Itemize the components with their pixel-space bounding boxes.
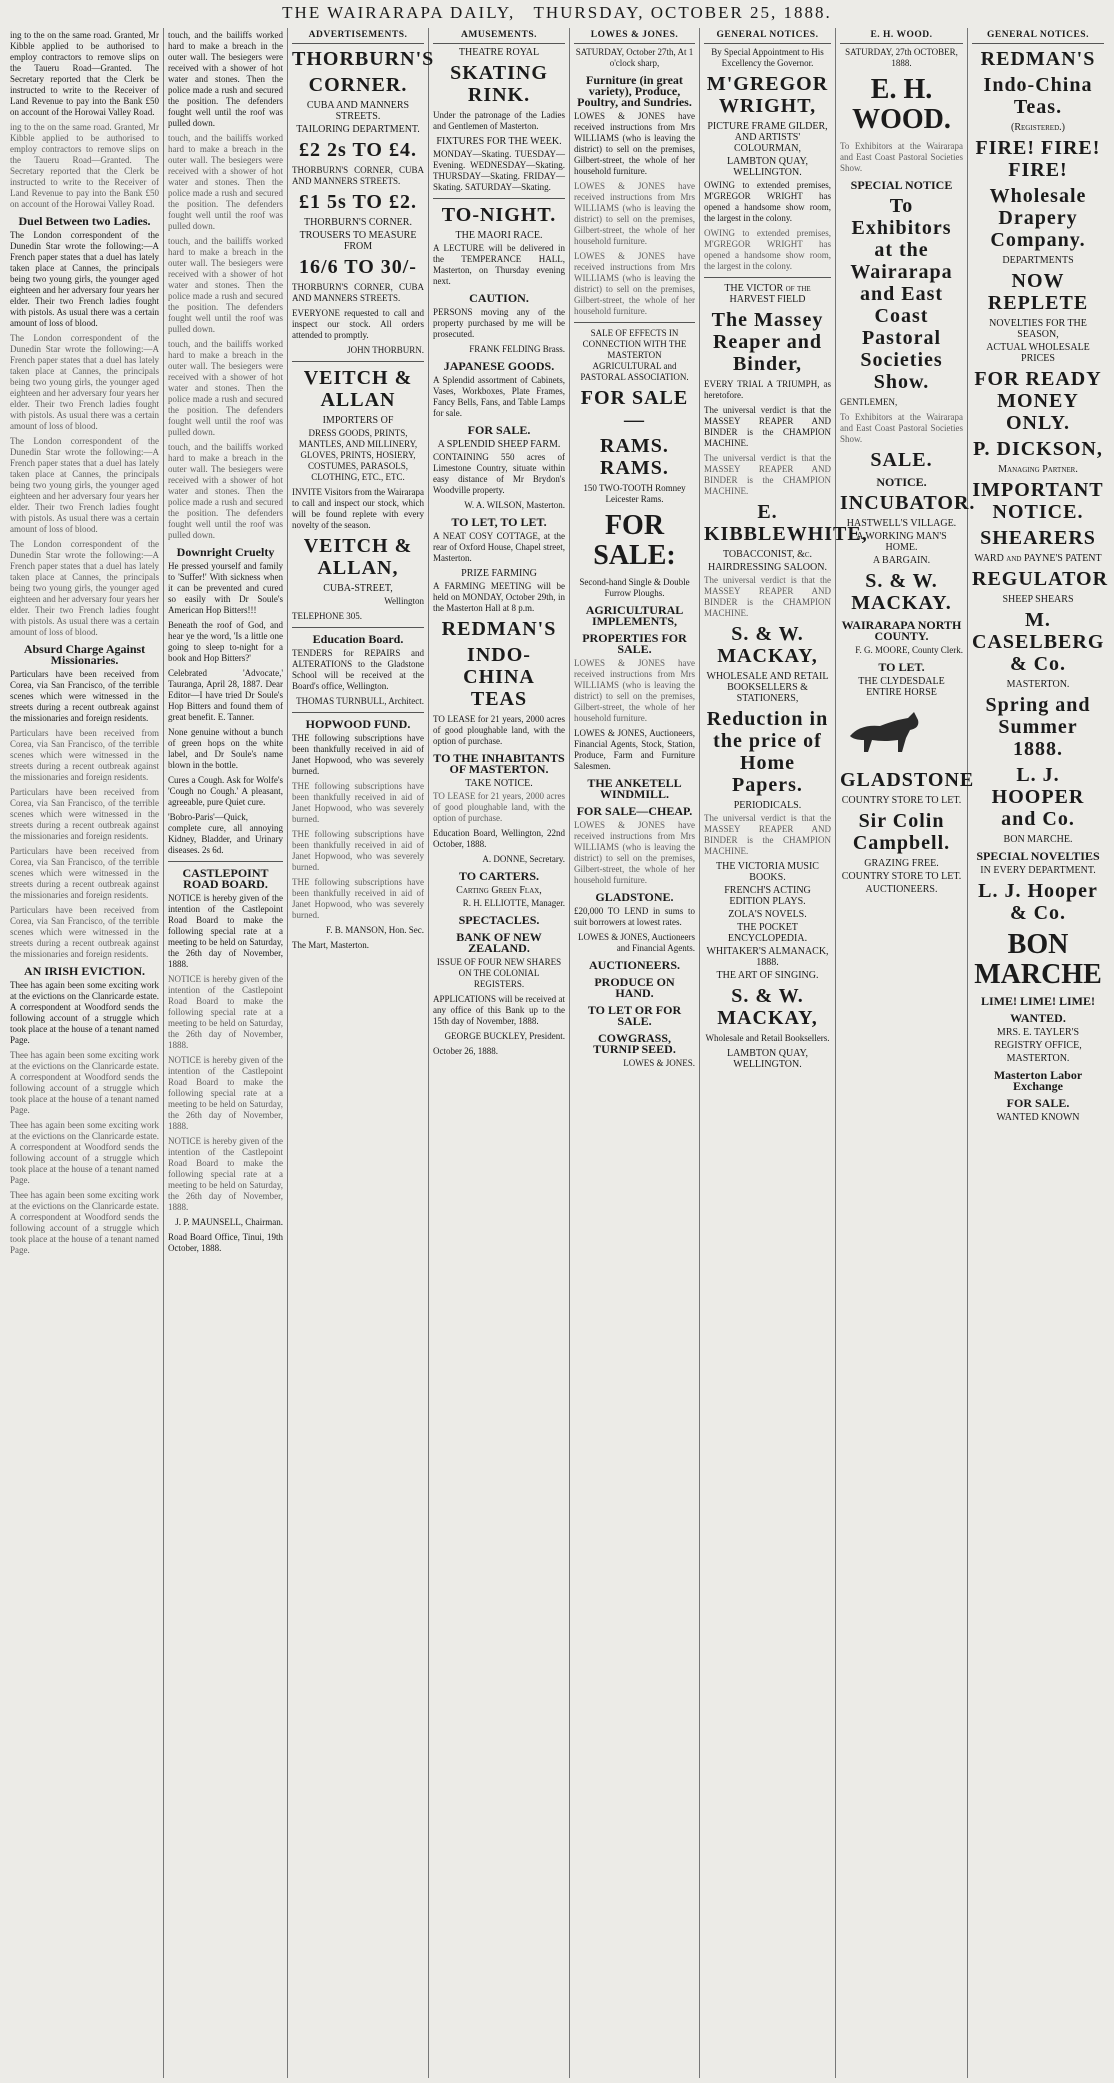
ad-subtitle: Carting Green Flax, (456, 885, 542, 896)
ad-text: THE following subscriptions have been thankfully received in aid of Janet Hopwood, who was severely burned. (292, 733, 424, 776)
ad-subtitle: MASTERTON. (1006, 679, 1070, 690)
ad-title: SALE. (870, 449, 933, 471)
ad-text: LOWES & JONES have received instructions from Mrs WILLIAMS (who is leaving the district) to sell on the premises, Gilbert-street, the whole of her household furniture. (574, 111, 695, 176)
ad-heading: Masterton Labor Exchange (993, 1068, 1083, 1093)
ad-subtitle: CUBA-STREET, (323, 583, 393, 594)
ad-subtitle: LAMBTON QUAY, WELLINGTON. (727, 156, 808, 178)
ad-date: Road Board Office, Tinui, 19th October, 1888. (168, 1232, 283, 1253)
ad-subtitle: A SPLENDID SHEEP FARM. (437, 439, 561, 450)
story-heading: Absurd Charge Against Missionaries. (23, 642, 146, 667)
ad-title: The Massey Reaper and Binder, (711, 309, 824, 375)
ad-title: FOR SALE: (593, 510, 676, 571)
ad-subtitle: ZOLA'S NOVELS. (728, 909, 807, 920)
ad-subtitle: WHITAKER'S ALMANACK, 1888. (706, 946, 829, 968)
ad-text: 150 TWO-TOOTH Romney Leicester Rams. (583, 483, 686, 504)
ad-text: Second-hand Single & Double Furrow Ploughs. (579, 577, 690, 598)
ad-subtitle: ACTUAL WHOLESALE PRICES (986, 342, 1090, 364)
ad-date: October 26, 1888. (433, 1046, 498, 1056)
column-heading: E. H. WOOD. (840, 30, 963, 44)
ad-subtitle: COUNTRY STORE TO LET. (841, 871, 962, 882)
story-text: 'Bobro-Paris'—Quick, complete cure, all annoying Kidney, Bladder, and Urinary diseases. 2s 6d. (168, 812, 283, 855)
story-heading: Downright Cruelty (176, 545, 275, 559)
ad-heading: HOPWOOD FUND. (305, 717, 411, 731)
ad-text: The universal verdict is that the MASSEY REAPER AND BINDER is the CHAMPION MACHINE. (704, 405, 831, 448)
story-text-filler: Thee has again been some exciting work at the evictions on the Clanricarde estate. A correspondent at Woodford sends the following account of a struggle which took place at the house of a tenant named Page. (10, 1120, 159, 1185)
ad-heading: LIME! LIME! LIME! (981, 994, 1095, 1008)
ad-subtitle: LAMBTON QUAY, WELLINGTON. (727, 1048, 808, 1070)
ad-title: SHEARERS (980, 527, 1096, 549)
ad-text-filler: THE following subscriptions have been thankfully received in aid of Janet Hopwood, who was severely burned. (292, 877, 424, 920)
ad-subtitle: HASTWELL'S VILLAGE. (846, 518, 957, 529)
divider (704, 277, 831, 278)
ad-text: DRESS GOODS, PRINTS, MANTLES, AND MILLINERY, GLOVES, PRINTS, HOSIERY, COSTUMES, PARASOLS, CLOTHING, ETC., ETC. (298, 428, 418, 482)
masthead-date: THURSDAY, OCTOBER 25, 1888. (533, 3, 832, 22)
story-text-filler: The London correspondent of the Dunedin Star wrote the following:—A French paper states that a duel has lately taken place at Cannes, the principals being two young girls, the younger aged eighteen and her adversary four years her elder. Their two French ladies fought with pistols. As usual there was a certain amount of loss of blood. (10, 333, 159, 431)
ad-text: THORBURN'S CORNER, CUBA AND MANNERS STREETS. (292, 282, 424, 303)
ad-signature: THOMAS TURNBULL, Architect. (296, 696, 424, 706)
ad-text: SATURDAY, 27th OCTOBER, 1888. (845, 47, 958, 68)
ad-subtitle: THE POCKET ENCYCLOPEDIA. (727, 922, 808, 944)
ad-signature: FRANK FELDING Brass. (469, 344, 565, 354)
story-text-filler: The London correspondent of the Dunedin Star wrote the following:—A French paper states that a duel has lately taken place at Cannes, the principals being two young girls, the younger aged eighteen and her adversary four years her elder. Their two French ladies fought with pistols. As usual there was a certain amount of loss of blood. (10, 436, 159, 534)
ad-text: A LECTURE will be delivered in the TEMPERANCE HALL, Masterton, on Thursday evening next. (433, 243, 565, 286)
ad-subtitle: WHOLESALE AND RETAIL BOOKSELLERS & STATIONERS, (706, 671, 829, 704)
horse-illustration (840, 706, 930, 756)
ad-text-filler: LOWES & JONES have received instructions from Mrs WILLIAMS (who is leaving the district) to sell on the premises, Gilbert-street, the whole of her household furniture. (574, 658, 695, 723)
ad-heading: PRODUCE ON HAND. (594, 975, 675, 1000)
column-e-h-wood (836, 28, 976, 2078)
ad-text: SATURDAY, October 27th, At 1 o'clock sharp, (575, 47, 694, 68)
story-text: Beneath the roof of God, and hear ye the word, 'Is a little one going to sleep to-night for a book and Hop Bitters?' (168, 620, 283, 663)
ad-subtitle: FRENCH'S ACTING EDITION PLAYS. (724, 885, 811, 907)
ad-subtitle: THE CLYDESDALE ENTIRE HORSE (858, 676, 945, 698)
story-text: ing to the on the same road. Granted, Mr Kibble applied to be authorised to employ contractors to remove slips on the Taueru Road—Granted. The Secretary reported that the Clerk be instructed to write to the Receiver of Land Revenue to pay into the Bank £50 on account of the Horowai Valley Road. (10, 30, 159, 117)
divider (292, 627, 424, 628)
column-news-1 (6, 28, 164, 2078)
ad-title: BON MARCHE (974, 929, 1102, 990)
ad-subtitle: IN EVERY DEPARTMENT. (980, 865, 1096, 876)
ad-title: THORBURN'S (292, 48, 435, 70)
story-text: Cures a Cough. Ask for Wolfe's 'Cough no Cough.' A pleasant, agreeable, pure Quiet cure. (168, 775, 283, 807)
ad-text: ISSUE OF FOUR NEW SHARES ON THE COLONIAL REGISTERS. (436, 957, 562, 989)
ad-subtitle: DEPARTMENTS (1002, 255, 1074, 266)
ad-text: Wholesale and Retail Booksellers. (705, 1033, 830, 1043)
story-text: touch, and the bailiffs worked hard to make a breach in the outer wall. The besiegers were received with a shower of hot water and stones. Then the police made a rush and secured the position. The defenders fought well until the roof was pulled down. (168, 30, 283, 128)
ad-heading: TO THE INHABITANTS OF MASTERTON. (433, 751, 565, 776)
divider (574, 322, 695, 323)
ad-subtitle: TAKE NOTICE. (465, 778, 533, 789)
ad-title: Reduction in the price of Home Papers. (706, 708, 829, 796)
ad-text: By Special Appointment to His Excellency the Governor. (711, 47, 824, 68)
ad-subtitle: PICTURE FRAME GILDER, AND ARTISTS' COLOURMAN, (707, 121, 828, 154)
column-heading: ADVERTISEMENTS. (292, 30, 424, 44)
story-text-filler: touch, and the bailiffs worked hard to make a breach in the outer wall. The besiegers were received with a shower of hot water and stones. Then the police made a rush and secured the position. The defenders fought well until the roof was pulled down. (168, 442, 283, 540)
ad-price: £1 5s TO £2. (299, 191, 417, 213)
ad-title: E. H. WOOD. (852, 74, 951, 135)
ad-text-filler: THE following subscriptions have been thankfully received in aid of Janet Hopwood, who was severely burned. (292, 781, 424, 824)
ad-title: Sir Colin Campbell. (852, 810, 951, 854)
ad-signature: F. B. MANSON, Hon. Sec. (325, 925, 424, 935)
ad-text-filler: NOTICE is hereby given of the intention of the Castlepoint Road Board to make the following special rate at a meeting to be held on Saturday, the 26th day of November, 1888. (168, 1136, 283, 1212)
ad-title: FIRE! FIRE! FIRE! (975, 137, 1101, 181)
ad-subtitle: FIXTURES FOR THE WEEK. (436, 136, 562, 147)
divider (292, 712, 424, 713)
ad-text: TELEPHONE 305. (292, 611, 362, 621)
ad-subtitle: REGISTRY OFFICE, (994, 1040, 1082, 1051)
ad-text-filler: The universal verdict is that the MASSEY REAPER AND BINDER is the CHAMPION MACHINE. (704, 813, 831, 856)
ad-text: TO LEASE for 21 years, 2000 acres of good ploughable land, with the option of purchase. (433, 714, 565, 746)
ad-heading: GLADSTONE. (595, 890, 674, 904)
ad-heading: WAIRARAPA NORTH COUNTY. (841, 618, 962, 643)
story-text: None genuine without a bunch of green hops on the white label, and Dr Soule's name blown in the bottle. (168, 727, 283, 770)
ad-signature: W. A. WILSON, Masterton. (464, 500, 565, 510)
ad-text: The Mart, Masterton. (292, 940, 369, 950)
ad-price: 16/6 TO 30/- (299, 256, 417, 278)
ad-subtitle: GRAZING FREE. (864, 858, 939, 869)
ad-title: IMPORTANT NOTICE. (972, 479, 1104, 523)
ad-subtitle: THORBURN'S CORNER. (304, 217, 412, 228)
ad-heading: WANTED. (1010, 1011, 1066, 1025)
ad-heading: CAUTION. (469, 291, 529, 305)
masthead-title: THE WAIRARAPA DAILY, (282, 3, 516, 22)
column-heading: LOWES & JONES. (574, 30, 695, 44)
column-general-notices-1 (700, 28, 868, 2078)
ad-text: TENDERS for REPAIRS and ALTERATIONS to the Gladstone School will be received at the Board's office, Wellington. (292, 648, 424, 691)
ad-text: A Splendid assortment of Cabinets, Vases, Workboxes, Plate Frames, Fancy Bells, Fans, and Table Lamps for sale. (433, 375, 565, 418)
ad-price: £2 2s TO £4. (299, 139, 417, 161)
ad-text: LOWES & JONES, Auctioneers, Financial Agents, Stock, Station, Produce, Farm and Furniture Salesmen. (574, 728, 695, 771)
ad-text: SALE OF EFFECTS IN CONNECTION WITH THE MASTERTON AGRICULTURAL and PASTORAL ASSOCIATION. (580, 328, 689, 382)
ad-text-filler: The universal verdict is that the MASSEY REAPER AND BINDER is the CHAMPION MACHINE. (704, 453, 831, 496)
ad-text: Education Board, Wellington, 22nd October, 1888. (433, 828, 565, 849)
ad-heading: TO LET OR FOR SALE. (587, 1003, 682, 1028)
ad-text-filler: The universal verdict is that the MASSEY REAPER AND BINDER is the CHAMPION MACHINE. (704, 575, 831, 618)
ad-text-filler: NOTICE is hereby given of the intention of the Castlepoint Road Board to make the following special rate at a meeting to be held on Saturday, the 26th day of November, 1888. (168, 1055, 283, 1131)
ad-heading: FOR SALE. (467, 423, 531, 437)
ad-title: S. & W. MACKAY. (851, 570, 952, 614)
ad-text: INVITE Visitors from the Wairarapa to call and inspect our stock, which will be found replete with every novelty of the season. (292, 487, 424, 530)
ad-heading: PROPERTIES FOR SALE. (582, 631, 687, 656)
ad-text: PERSONS moving any of the property purchased by me will be prosecuted. (433, 307, 565, 339)
story-text-filler: ing to the on the same road. Granted, Mr Kibble applied to be authorised to employ contractors to remove slips on the Taueru Road—Granted. The Secretary reported that the Clerk be instructed to write to the Receiver of Land Revenue to pay into the Bank £50 on account of the Horowai Valley Road. (10, 122, 159, 209)
ad-signature: F. G. MOORE, County Clerk. (855, 645, 963, 655)
ad-title: CORNER. (308, 74, 408, 96)
ad-subtitle: WANTED KNOWN (996, 1112, 1080, 1123)
ad-text-filler: NOTICE is hereby given of the intention of the Castlepoint Road Board to make the following special rate at a meeting to be held on Saturday, the 26th day of November, 1888. (168, 974, 283, 1050)
ad-title: To Exhibitors at the Wairarapa and East Coast Pastoral Societies Show. (850, 195, 953, 393)
ad-subtitle: Managing Partner. (998, 464, 1078, 475)
ad-title: Spring and Summer 1888. (985, 694, 1091, 760)
ad-text: EVERYONE requested to call and inspect our stock. All orders attended to promptly. (292, 308, 424, 340)
story-text-filler: touch, and the bailiffs worked hard to make a breach in the outer wall. The besiegers were received with a shower of hot water and stones. Then the police made a rush and secured the position. The defenders fought well until the roof was pulled down. (168, 236, 283, 334)
ad-heading: Furniture (in great variety), Produce, Poultry, and Sundries. (577, 73, 692, 109)
story-text-filler: touch, and the bailiffs worked hard to make a breach in the outer wall. The besiegers were received with a shower of hot water and stones. Then the police made a rush and secured the position. The defenders fought well until the roof was pulled down. (168, 339, 283, 437)
ad-title: S. & W. MACKAY, (717, 985, 818, 1029)
ad-title: INDO-CHINA TEAS (463, 644, 535, 710)
story-text-filler: Thee has again been some exciting work at the evictions on the Clanricarde estate. A correspondent at Woodford sends the following account of a struggle which took place at the house of a tenant named Page. (10, 1050, 159, 1115)
ad-text: A FARMING MEETING will be held on MONDAY, October 29th, in the Masterton Hall at 8 p.m. (433, 581, 565, 613)
ad-subtitle: HAIRDRESSING SALOON. (708, 562, 827, 573)
column-amusements (429, 28, 570, 2078)
story-text: He pressed yourself and family to 'Suffer!' With sickness when it can be prevented and cured so easily with Dr Soule's American Hop Bitters!!! (168, 561, 283, 615)
ad-subtitle: TAILORING DEPARTMENT. (296, 124, 420, 135)
ad-text: GENTLEMEN, (840, 397, 898, 407)
ad-subtitle: PRIZE FARMING (461, 568, 537, 579)
ad-text: NOTICE is hereby given of the intention of the Castlepoint Road Board to make the following special rate at a meeting to be held on Saturday, the 26th day of November, 1888. (168, 893, 283, 969)
ad-text: THORBURN'S CORNER, CUBA AND MANNERS STREETS. (292, 165, 424, 186)
ad-title: M'GREGOR WRIGHT, (706, 73, 829, 117)
ad-heading: TO LET, TO LET. (451, 515, 547, 529)
ad-title: Indo-China Teas. (983, 74, 1093, 118)
ad-heading: TO LET. (878, 660, 925, 674)
ad-text: MONDAY—Skating. TUESDAY—Evening. WEDNESDAY—Skating. THURSDAY—Skating. FRIDAY—Skating. SATURDAY—Skating. (433, 149, 565, 192)
story-text: Thee has again been some exciting work at the evictions on the Clanricarde estate. A correspondent at Woodford sends the following account of a struggle which took place at the house of a tenant named Page. (10, 980, 159, 1045)
story-text-filler: touch, and the bailiffs worked hard to make a breach in the outer wall. The besiegers were received with a shower of hot water and stones. Then the police made a rush and secured the position. The defenders fought well until the roof was pulled down. (168, 133, 283, 231)
ad-subtitle: PERIODICALS. (733, 800, 802, 811)
ad-heading: TO CARTERS. (458, 869, 540, 883)
ad-text: A NEAT COSY COTTAGE, at the rear of Oxford House, Chapel street, Masterton. (433, 531, 565, 563)
story-heading: Duel Between two Ladies. (18, 214, 151, 228)
ad-title: P. DICKSON, (973, 438, 1103, 460)
ad-subtitle: THE VICTOR of the HARVEST FIELD (724, 283, 811, 305)
ad-subtitle: NOVELTIES FOR THE SEASON, (989, 318, 1087, 340)
column-heading: GENERAL NOTICES. (704, 30, 831, 44)
ad-subtitle: SHEEP SHEARS (1002, 594, 1074, 605)
ad-title: FOR SALE— (580, 387, 689, 431)
ad-heading: SPECIAL NOTICE (850, 178, 953, 192)
column-news-2 (164, 28, 288, 2078)
story-text-filler: Thee has again been some exciting work at the evictions on the Clanricarde estate. A correspondent at Woodford sends the following account of a struggle which took place at the house of a tenant named Page. (10, 1190, 159, 1255)
ad-subtitle: AUCTIONEERS. (865, 884, 938, 895)
ad-title: VEITCH & ALLAN, (303, 535, 413, 579)
ad-text-filler: To Exhibitors at the Wairarapa and East Coast Pastoral Societies Show. (840, 141, 963, 173)
masthead (0, 0, 1114, 26)
ad-text: £20,000 TO LEND in sums to suit borrowers at lowest rates. (574, 906, 695, 927)
story-text-filler: Particulars have been received from Corea, via San Francisco, of the terrible scenes which were witnessed in the streets during a recent outbreak against the missionaries and foreign residents. (10, 905, 159, 959)
column-heading: GENERAL NOTICES. (972, 30, 1104, 44)
story-text-filler: Particulars have been received from Corea, via San Francisco, of the terrible scenes which were witnessed in the streets during a recent outbreak against the missionaries and foreign residents. (10, 728, 159, 782)
ad-subtitle: A BARGAIN. (872, 555, 931, 566)
ad-heading: SPECIAL NOVELTIES (976, 849, 1100, 863)
columns (6, 28, 1108, 2078)
column-lowes-jones (570, 28, 700, 2078)
ad-signature: GEORGE BUCKLEY, President. (444, 1031, 565, 1041)
ad-subtitle: A WORKING MAN'S HOME. (856, 531, 947, 553)
story-text-filler: The London correspondent of the Dunedin Star wrote the following:—A French paper states that a duel has lately taken place at Cannes, the principals being two young girls, the younger aged eighteen and her adversary four years her elder. Their two French ladies fought with pistols. As usual there was a certain amount of loss of blood. (10, 539, 159, 637)
ad-text: Wellington (384, 596, 424, 606)
ad-heading: AUCTIONEERS. (588, 958, 681, 972)
ad-subtitle: BON MARCHE. (1003, 834, 1073, 845)
column-advertisements (288, 28, 435, 2078)
ad-heading: NOTICE. (876, 475, 927, 489)
ad-title: VEITCH & ALLAN (303, 367, 413, 411)
ad-text-filler: LOWES & JONES have received instructions from Mrs WILLIAMS (who is leaving the district) to sell on the premises, Gilbert-street, the whole of her household furniture. (574, 181, 695, 246)
ad-signature: LOWES & JONES. (623, 1058, 695, 1068)
ad-title: SKATING RINK. (450, 62, 548, 106)
ad-subtitle: (Registered.) (1011, 122, 1065, 133)
story-heading: AN IRISH EVICTION. (23, 964, 146, 978)
ad-title: TO-NIGHT. (441, 204, 557, 226)
ad-subtitle: MASTERTON. (1006, 1053, 1070, 1064)
column-heading: AMUSEMENTS. (433, 30, 565, 44)
ad-title: REDMAN'S (980, 48, 1096, 70)
ad-text-filler: LOWES & JONES have received instructions from Mrs WILLIAMS (who is leaving the district) to sell on the premises, Gilbert-street, the whole of her household furniture. (574, 820, 695, 885)
ad-subtitle: WARD and PAYNE'S PATENT (974, 553, 1102, 564)
ad-subtitle: COUNTRY STORE TO LET. (841, 795, 962, 806)
ad-heading: SPECTACLES. (458, 913, 540, 927)
ad-subtitle: TROUSERS TO MEASURE FROM (299, 230, 417, 252)
ad-text-filler: TO LEASE for 21 years, 2000 acres of good ploughable land, with the option of purchase. (433, 791, 565, 823)
ad-subtitle: CUBA AND MANNERS STREETS. (306, 100, 410, 122)
ad-text: Under the patronage of the Ladies and Gentlemen of Masterton. (433, 110, 565, 131)
ad-title: GLADSTONE (840, 769, 975, 791)
ad-title: INCUBATOR. (840, 492, 976, 514)
ad-title: E. KIBBLEWHITE, (704, 501, 868, 545)
ad-text: CONTAINING 550 acres of Limestone Country, situate within easy distance of Mr Brydon's Woodville property. (433, 452, 565, 495)
ad-heading: BANK OF NEW ZEALAND. (456, 930, 542, 955)
ad-subtitle: TOBACCONIST, &c. (722, 549, 813, 560)
ad-title: THEATRE ROYAL (458, 47, 540, 58)
ad-title: FOR READY MONEY ONLY. (974, 368, 1102, 434)
story-text-filler: Particulars have been received from Corea, via San Francisco, of the terrible scenes which were witnessed in the streets during a recent outbreak against the missionaries and foreign residents. (10, 846, 159, 900)
story-text: The London correspondent of the Dunedin Star wrote the following:—A French paper states that a duel has lately taken place at Cannes, the principals being two young girls, the younger aged eighteen and her adversary four years her elder. Their two French ladies fought with pistols. As usual there was a certain amount of loss of blood. (10, 230, 159, 328)
ad-title: S. & W. MACKAY, (717, 623, 818, 667)
ad-signature: A. DONNE, Secretary. (482, 854, 565, 864)
ad-text-filler: THE following subscriptions have been thankfully received in aid of Janet Hopwood, who was severely burned. (292, 829, 424, 872)
story-text-filler: Particulars have been received from Corea, via San Francisco, of the terrible scenes which were witnessed in the streets during a recent outbreak against the missionaries and foreign residents. (10, 787, 159, 841)
ad-signature: JOHN THORBURN. (347, 345, 424, 355)
ad-title: L. J. Hooper & Co. (978, 880, 1098, 924)
ad-text: APPLICATIONS will be received at any office of this Bank up to the 15th day of November, 1888. (433, 994, 565, 1026)
ad-text-filler: LOWES & JONES have received instructions from Mrs WILLIAMS (who is leaving the district) to sell on the premises, Gilbert-street, the whole of her household furniture. (574, 251, 695, 316)
ad-title: REGULATOR (972, 568, 1109, 590)
ad-title: REDMAN'S (441, 618, 557, 640)
ad-title: RAMS. RAMS. (600, 435, 669, 479)
ad-subtitle: THE MAORI RACE. (455, 230, 543, 241)
ad-title: Wholesale Drapery Company. (989, 185, 1087, 251)
ad-text: OWING to extended premises, M'GREGOR WRIGHT has opened a handsome show room, the largest in the colony. (704, 180, 831, 223)
ad-heading: FOR SALE. (1006, 1096, 1070, 1110)
ad-subtitle: IMPORTERS OF (322, 415, 394, 426)
story-text: Celebrated 'Advocate,' Tauranga, April 28, 1887. Dear Editor—I have tried Dr Soule's Hop Bitters and found them of great benefit. E. Tanner. (168, 668, 283, 722)
ad-signature: J. P. MAUNSELL, Chairman. (175, 1217, 283, 1227)
story-text: Particulars have been received from Corea, via San Francisco, of the terrible scenes which were witnessed in the streets during a recent outbreak against the missionaries and foreign residents. (10, 669, 159, 723)
ad-heading: Education Board. (312, 632, 404, 646)
ad-text: EVERY TRIAL A TRIUMPH, as heretofore. (704, 379, 831, 400)
ad-text-filler: To Exhibitors at the Wairarapa and East Coast Pastoral Societies Show. (840, 412, 963, 444)
ad-heading: AGRICULTURAL IMPLEMENTS, (585, 603, 684, 628)
ad-title: NOW REPLETE (987, 270, 1089, 314)
ad-heading: CASTLEPOINT ROAD BOARD. (182, 866, 269, 891)
ad-heading: THE ANKETELL WINDMILL. (587, 776, 682, 801)
ad-heading: FOR SALE—CHEAP. (576, 804, 693, 818)
ad-title: L. J. HOOPER and Co. (991, 764, 1085, 830)
divider (168, 861, 283, 862)
column-general-notices-2 (968, 28, 1108, 2078)
ad-text-filler: OWING to extended premises, M'GREGOR WRIGHT has opened a handsome show room, the largest in the colony. (704, 228, 831, 271)
ad-subtitle: MRS. E. TAYLER'S (996, 1027, 1080, 1038)
ad-heading: JAPANESE GOODS. (443, 359, 555, 373)
ad-title: M. CASELBERG & Co. (972, 609, 1105, 675)
divider (292, 361, 424, 362)
ad-heading: COWGRASS, TURNIP SEED. (593, 1031, 676, 1056)
ad-signature: R. H. ELLIOTTE, Manager. (462, 898, 565, 908)
ad-subtitle: THE ART OF SINGING. (716, 970, 819, 981)
ad-signature: LOWES & JONES, Auctioneers and Financial Agents. (578, 932, 695, 953)
ad-subtitle: THE VICTORIA MUSIC BOOKS. (716, 861, 819, 883)
divider (433, 198, 565, 199)
